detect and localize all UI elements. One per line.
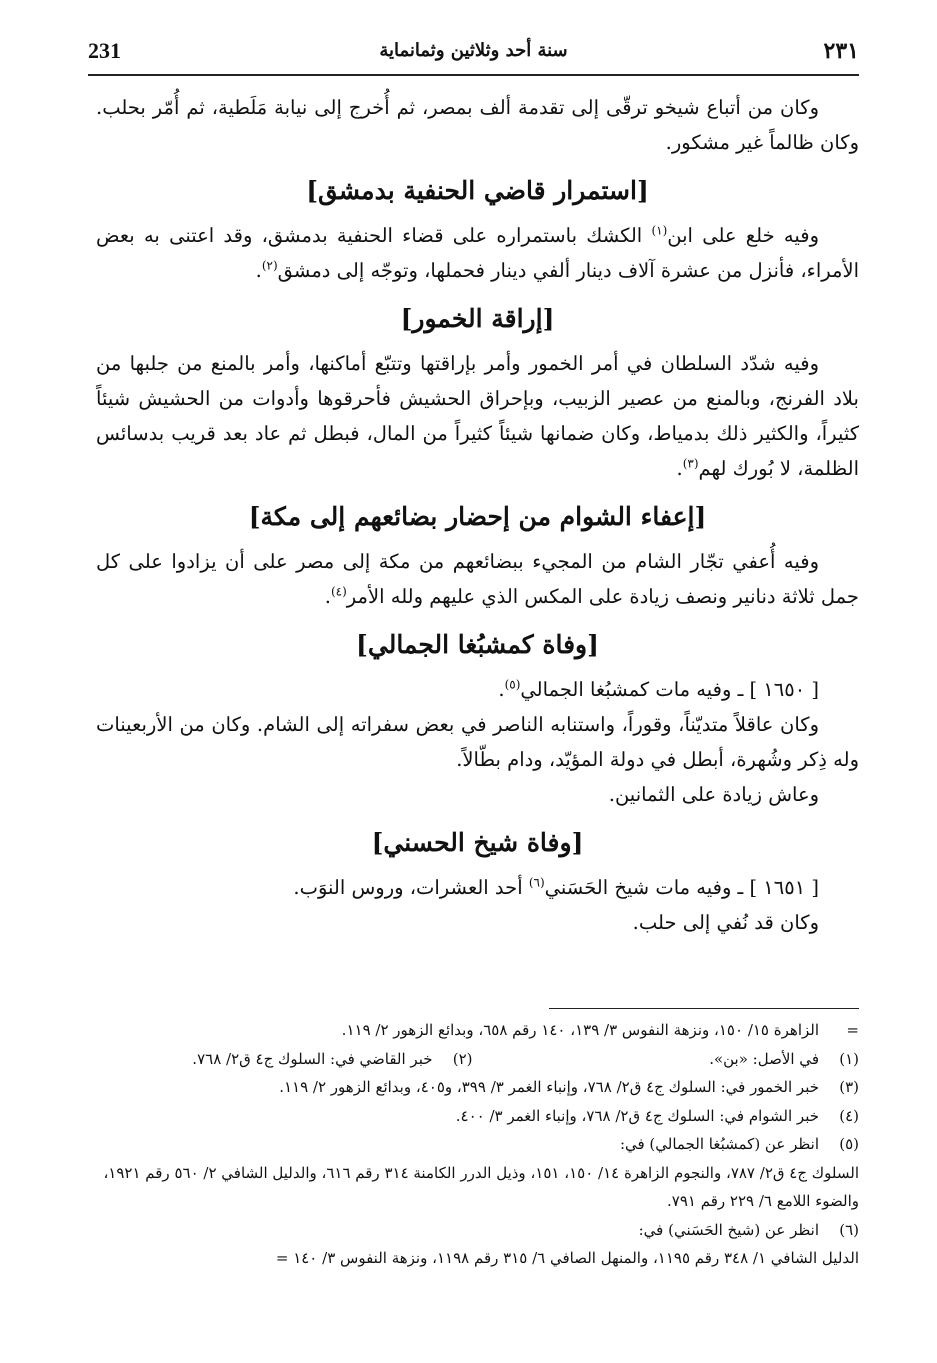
- footnote-4: [86, 1102, 859, 1131]
- footnote-ref: (٦): [528, 875, 545, 890]
- footnote-2: [86, 1045, 473, 1074]
- footnotes: [86, 1016, 859, 1273]
- paragraph: [96, 544, 859, 614]
- text-run: .: [498, 678, 505, 701]
- text-run: وفيه خلع على ابن: [667, 224, 819, 247]
- footnote-ref: (١): [651, 223, 668, 238]
- text-run: وفيه أُعفي تجّار الشام من المجيء ببضائعهم من مكة إلى مصر على أن يزادوا على كل جمل ثلاثة دنانير ونصف زيادة على المكس الذي عليهم ولله الأمر: [96, 550, 859, 608]
- section-heading: [إراقة الخمور]: [400, 304, 555, 333]
- text-run: [ ١٦٥٠ ] ـ وفيه مات كمشبُغا الجمالي: [520, 678, 819, 701]
- footnote-ref: (٤): [330, 584, 347, 599]
- footnote-1: [473, 1045, 860, 1074]
- footnote-6: [86, 1216, 859, 1245]
- footnote-mark: (٦): [839, 1220, 859, 1239]
- footnote-text: الزاهرة ١٥/ ١٥٠، ونزهة النفوس ٣/ ١٣٩، ١٤٠ رقم ٦٥٨، وبدائع الزهور ٢/ ١١٩.: [341, 1021, 819, 1039]
- footnote-mark: (١): [839, 1049, 859, 1068]
- footnote-text: انظر عن (كمشبُغا الجمالي) في:: [619, 1135, 819, 1153]
- text-run: .: [676, 457, 683, 480]
- footnote-mark: (٣): [839, 1078, 859, 1096]
- footnote-mark: (٢): [452, 1049, 473, 1068]
- footnote-mark: =: [846, 1021, 859, 1039]
- footnote-text: خبر الخمور في: السلوك ج٤ ق٢/ ٧٦٨، وإنباء الغمر ٣/ ٣٩٩، و٤٠٥، وبدائع الزهور ٢/ ١١٩.: [279, 1078, 819, 1096]
- footnote-text: خبر الشوام في: السلوك ج٤ ق٢/ ٧٦٨، وإنباء الغمر ٣/ ٤٠٠.: [455, 1106, 819, 1125]
- footnote-mark: (٤): [839, 1106, 859, 1125]
- page-number-latin: 231: [88, 38, 121, 63]
- text-run: .: [324, 585, 331, 608]
- footnote-text: في الأصل: «بن».: [709, 1049, 819, 1068]
- paragraph: وكان من أتباع شيخو ترقّى إلى تقدمة ألف بمصر، ثم أُخرج إلى نيابة مَلَطية، ثم أُمّر بحلب. وكان ظالماً غير مشكور.: [96, 96, 859, 154]
- footnote-text: انظر عن (شيخ الحَسَني) في:: [638, 1220, 819, 1239]
- main-text: [96, 90, 859, 940]
- section-heading: [استمرار قاضي الحنفية بدمشق]: [306, 176, 649, 205]
- paragraph: [96, 346, 859, 486]
- section-heading: [إعفاء الشوام من إحضار بضائعهم إلى مكة]: [248, 502, 707, 531]
- footnote-3: [86, 1073, 859, 1102]
- text-run: [ ١٦٥١ ] ـ وفيه مات شيخ الحَسَني: [544, 876, 819, 899]
- footnote-row: [86, 1045, 859, 1074]
- text-run: الكشك باستمراره على قضاء الحنفية بدمشق، وقد اعتنى به بعض الأمراء، فأنزل من عشرة آلاف دينار ألفي دينار فحملها، وتوجّه إلى دمشق: [96, 224, 859, 282]
- paragraph: [96, 870, 859, 905]
- section-heading: [وفاة كمشبُغا الجمالي]: [356, 630, 599, 659]
- paragraph: وعاش زيادة على الثمانين.: [608, 783, 819, 806]
- text-run: وفيه شدّد السلطان في أمر الخمور وأمر بإراقتها وتتبّع أماكنها، وأمر بالمنع من جلبها من بلاد الفرنج، وبالمنع من عصير الزبيب، وبإحراق الحشيش فأحرقوها وأدوات من الحشيش شيئاً كثيراً، والكثير ذلك بدمياط، وكان ضمانها شيئاً كثيراً من المال، فبطل ثم عاد بعد قريب بدسائس الظلمة، لا بُورك لهم: [96, 352, 859, 480]
- paragraph: وكان عاقلاً متديّناً، وقوراً، واستنابه الناصر في بعض سفراته إلى الشام. وكان من الأربعينات وله ذِكر وشُهرة، أبطل في دولة المؤيّد، ودام بطّالاً.: [96, 713, 859, 771]
- footnote-5: [86, 1130, 859, 1159]
- footnote-ref: (٥): [504, 677, 521, 692]
- footnote-mark: (٥): [839, 1135, 859, 1153]
- paragraph: [96, 218, 859, 288]
- running-title: سنة أحد وثلاثين وثمانماية: [379, 40, 568, 61]
- page-number-arabic: ٢٣١: [823, 38, 859, 64]
- text-run: .: [255, 259, 262, 282]
- page-header: [88, 30, 859, 76]
- footnote-5-sources: السلوك ج٤ ق٢/ ٧٨٧، والنجوم الزاهرة ١٤/ ١٥٠، ١٥١، وذيل الدرر الكامنة ٣١٤ رقم ٦١٦، والدليل الشافي ٢/ ٥٦٠ رقم ١٩٢١، والضوء اللامع ٦/ ٢٢٩ رقم ٧٩١.: [103, 1163, 859, 1210]
- footnote-divider: [549, 1008, 859, 1009]
- footnote-ref: (٢): [261, 258, 278, 273]
- footnote-text: خبر القاضي في: السلوك ج٤ ق٢/ ٧٦٨.: [192, 1049, 433, 1068]
- section-heading: [وفاة شيخ الحسني]: [371, 828, 584, 857]
- text-run: أحد العشرات، وروس النوَب.: [293, 876, 529, 899]
- footnote-continuation: [86, 1016, 859, 1045]
- paragraph: [96, 672, 859, 707]
- paragraph: وكان قد نُفي إلى حلب.: [632, 911, 819, 934]
- footnote-6-sources: الدليل الشافي ١/ ٣٤٨ رقم ١١٩٥، والمنهل الصافي ٦/ ٣١٥ رقم ١١٩٨، ونزهة النفوس ٣/ ١٤٠ =: [275, 1249, 859, 1267]
- footnote-ref: (٣): [682, 456, 699, 471]
